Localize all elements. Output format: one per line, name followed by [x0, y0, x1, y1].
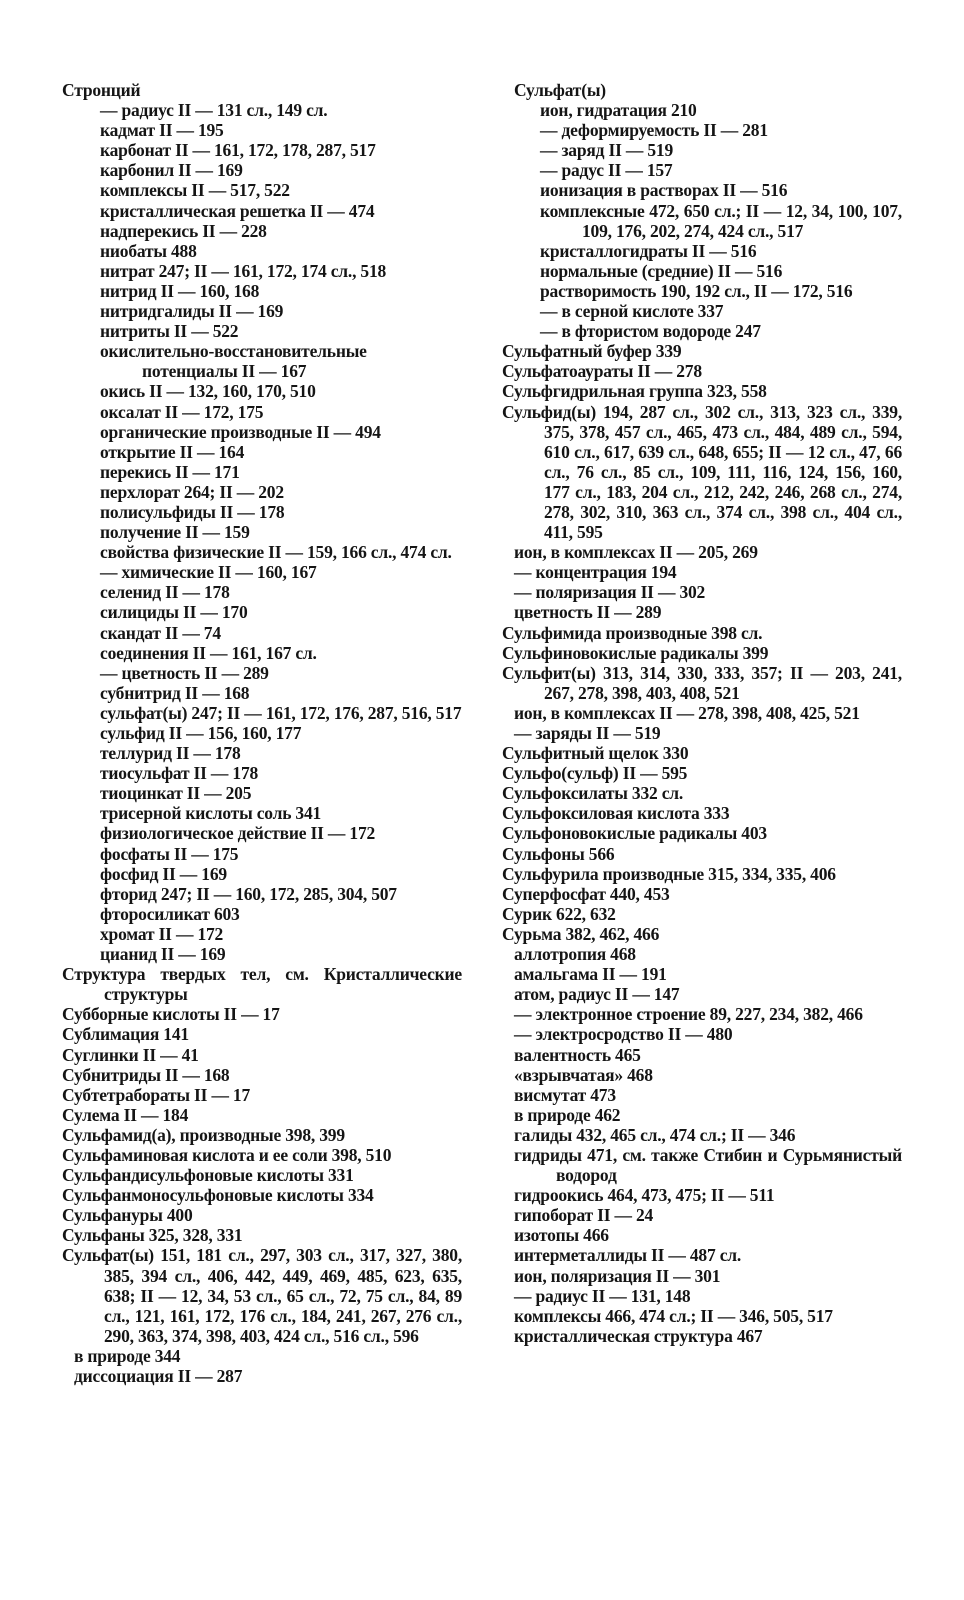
- index-entry-sub: висмутат 473: [514, 1084, 616, 1105]
- index-entry-sub: гидриды 471, см. также Стибин и Сурьмянистый водород: [514, 1144, 902, 1186]
- index-entry-sub: получение II — 159: [100, 522, 250, 543]
- index-entry-sub: открытие II — 164: [100, 441, 245, 462]
- index-entry-sub: кристаллическая структура 467: [514, 1325, 763, 1346]
- index-entry-sub: селенид II — 178: [100, 582, 230, 603]
- index-entry-main: Структура твердых тел, см. Кристаллические структуры: [62, 964, 462, 1005]
- index-entry-sub: растворимость 190, 192 сл., II — 172, 516: [540, 280, 853, 301]
- index-entry-sub: трисерной кислоты соль 341: [100, 803, 322, 824]
- index-entry-sub: — деформируемость II — 281: [540, 120, 768, 141]
- index-entry-main: Сульфатоаураты II — 278: [502, 361, 702, 382]
- index-entry-sub: фосфид II — 169: [100, 863, 227, 884]
- index-entry-main: Сульфатный буфер 339: [502, 341, 682, 362]
- index-entry-main: Сулема II — 184: [62, 1104, 189, 1125]
- index-entry-sub: интерметаллиды II — 487 сл.: [514, 1245, 742, 1266]
- index-entry-sub: кристаллическая решетка II — 474: [100, 200, 375, 221]
- index-entry-sub: валентность 465: [514, 1044, 641, 1065]
- index-entry-main: Сульфамид(а), производные 398, 399: [62, 1124, 345, 1145]
- index-entry-main: Сульфоновокислые радикалы 403: [502, 823, 767, 844]
- index-entry-main: Сублимация 141: [62, 1024, 189, 1045]
- index-entry-main: Сульфимида производные 398 сл.: [502, 622, 763, 643]
- index-entry-main: Сульфаминовая кислота и ее соли 398, 510: [62, 1144, 392, 1165]
- index-entry-main: Субтетрабораты II — 17: [62, 1084, 251, 1105]
- index-entry-sub: — радус II — 157: [540, 160, 673, 181]
- index-entry-sub: — радиус II — 131, 148: [514, 1285, 691, 1306]
- index-entry-sub: — заряд II — 519: [540, 140, 674, 161]
- index-entry-sub: перекись II — 171: [100, 461, 240, 482]
- index-entry-main: Сульфит(ы) 313, 314, 330, 333, 357; II — 203, 241, 267, 278, 398, 403, 408, 521: [502, 662, 902, 703]
- index-entry-sub: цианид II — 169: [100, 944, 226, 965]
- index-entry-sub: в природе 462: [514, 1104, 621, 1125]
- index-entry-main: Суглинки II — 41: [62, 1044, 199, 1065]
- index-column-left: [62, 80, 462, 1386]
- index-entry-main: Суперфосфат 440, 453: [502, 883, 670, 904]
- index-entry-sub: надперекись II — 228: [100, 220, 267, 241]
- index-entry-main: Субборные кислоты II — 17: [62, 1004, 280, 1025]
- index-entry-sub: — в серной кислоте 337: [540, 301, 724, 322]
- index-entry-sub: силициды II — 170: [100, 602, 248, 623]
- index-entry-main: Сульфоксиловая кислота 333: [502, 803, 730, 824]
- index-entry-main: Сульфоксилаты 332 сл.: [502, 783, 684, 804]
- index-entry-main: Сульфид(ы) 194, 287 сл., 302 сл., 313, 323 сл., 339, 375, 378, 457 сл., 465, 473 сл., 484, 489 сл., 594, 610 сл., 617, 639 сл., 648, 655; II — 12 сл., 47, 66 сл., 76 сл., 85 сл., 109, 111, 116, 124, 156, 160, 177 сл., 183, 204 сл., 212, 242, 246, 268 сл., 274, 278, 302, 310, 363 сл., 374 сл., 398 сл., 404 сл., 411, 595: [502, 401, 902, 543]
- index-entry-sub: Сульфат(ы): [514, 80, 606, 100]
- index-entry-main: Субнитриды II — 168: [62, 1064, 230, 1085]
- index-entry-sub: комплексы II — 517, 522: [100, 180, 290, 201]
- index-entry-main: Сульфитный щелок 330: [502, 743, 689, 764]
- index-entry-sub: ион, поляризация II — 301: [514, 1265, 721, 1286]
- index-entry-sub: в природе 344: [74, 1345, 181, 1366]
- index-entry-main: Сульфурила производные 315, 334, 335, 406: [502, 863, 836, 884]
- index-entry-sub: полисульфиды II — 178: [100, 501, 285, 522]
- index-entry-sub: амальгама II — 191: [514, 964, 667, 985]
- index-entry-sub: ион, гидратация 210: [540, 100, 697, 121]
- index-entry-sub: — химические II — 160, 167: [100, 562, 317, 583]
- index-entry-sub: нитриты II — 522: [100, 321, 239, 342]
- index-entry-sub: атом, радиус II — 147: [514, 984, 680, 1005]
- index-entry-main: Сульфаны 325, 328, 331: [62, 1225, 243, 1246]
- index-entry-sub: нитрат 247; II — 161, 172, 174 сл., 518: [100, 260, 387, 281]
- index-entry-sub: органические производные II — 494: [100, 421, 381, 442]
- index-entry-sub: — электросродство II — 480: [514, 1024, 733, 1045]
- index-entry-sub: свойства физические II — 159, 166 сл., 474 сл.: [100, 542, 452, 563]
- index-entry-main: Сульфоны 566: [502, 843, 615, 864]
- index-entry-sub: фосфаты II — 175: [100, 843, 239, 864]
- index-entry-sub: ион, в комплексах II — 205, 269: [514, 542, 758, 563]
- index-entry-sub: кристаллогидраты II — 516: [540, 240, 757, 261]
- index-entry-sub: окись II — 132, 160, 170, 510: [100, 381, 316, 402]
- index-entry-sub: тиосульфат II — 178: [100, 763, 259, 784]
- index-entry-sub: перхлорат 264; II — 202: [100, 481, 284, 502]
- index-entry-main: Сульфат(ы) 151, 181 сл., 297, 303 сл., 317, 327, 380, 385, 394 сл., 406, 442, 449, 469, 485, 623, 635, 638; II — 12, 34, 53 сл., 65 сл., 72, 75 сл., 84, 89 сл., 121, 161, 172, 176 сл., 184, 241, 267, 276 сл., 290, 363, 374, 398, 403, 424 сл., 516 сл., 596: [62, 1245, 462, 1346]
- index-entry-sub: субнитрид II — 168: [100, 682, 250, 703]
- index-entry-sub: комплексные 472, 650 сл.; II — 12, 34, 100, 107, 109, 176, 202, 274, 424 сл., 517: [540, 200, 902, 241]
- index-entry-sub: — поляризация II — 302: [514, 582, 706, 603]
- index-entry-sub: теллурид II — 178: [100, 743, 241, 764]
- index-entry-sub: цветность II — 289: [514, 602, 662, 623]
- index-entry-sub: — цветность II — 289: [100, 662, 269, 683]
- index-entry-main: Сульфгидрильная группа 323, 558: [502, 381, 767, 402]
- index-entry-main: Сульфиновокислые радикалы 399: [502, 642, 769, 663]
- index-entry-sub: фторид 247; II — 160, 172, 285, 304, 507: [100, 883, 397, 904]
- index-entry-main: Сульфануры 400: [62, 1205, 193, 1226]
- index-entry-sub: диссоциация II — 287: [74, 1366, 243, 1386]
- index-entry-sub: нитридгалиды II — 169: [100, 301, 284, 322]
- index-entry-main: Сульфо(сульф) II — 595: [502, 763, 688, 784]
- index-entry-sub: галиды 432, 465 сл., 474 сл.; II — 346: [514, 1124, 796, 1145]
- index-entry-sub: — заряды II — 519: [514, 723, 661, 743]
- index-entry-sub: — в фтористом водороде 247: [540, 321, 761, 342]
- index-entry-sub: сульфид II — 156, 160, 177: [100, 723, 302, 743]
- index-entry-main: Сульфандисульфоновые кислоты 331: [62, 1165, 354, 1186]
- index-entry-sub: изотопы 466: [514, 1225, 609, 1246]
- index-entry-sub: оксалат II — 172, 175: [100, 401, 264, 422]
- index-entry-sub: — электронное строение 89, 227, 234, 382, 466: [514, 1004, 863, 1025]
- index-entry-sub: соединения II — 161, 167 сл.: [100, 642, 317, 663]
- index-entry-main: Сурьма 382, 462, 466: [502, 923, 660, 944]
- index-entry-sub: кадмат II — 195: [100, 120, 224, 141]
- index-entry-sub: гидроокись 464, 473, 475; II — 511: [514, 1185, 775, 1206]
- index-entry-sub: комплексы 466, 474 сл.; II — 346, 505, 517: [514, 1305, 833, 1326]
- index-entry-sub: фторосиликат 603: [100, 903, 240, 924]
- index-entry-sub: — концентрация 194: [514, 562, 677, 583]
- index-entry-sub: ион, в комплексах II — 278, 398, 408, 425, 521: [514, 702, 860, 723]
- index-entry-sub: карбонил II — 169: [100, 160, 243, 181]
- index-entry-sub: сульфат(ы) 247; II — 161, 172, 176, 287, 516, 517: [100, 702, 462, 723]
- index-entry-main: Сульфанмоносульфоновые кислоты 334: [62, 1185, 374, 1206]
- index-entry-sub: нитрид II — 160, 168: [100, 280, 260, 301]
- index-entry-sub: тиоцинкат II — 205: [100, 783, 252, 804]
- index-entry-sub: ионизация в растворах II — 516: [540, 180, 788, 201]
- index-entry-sub: ниобаты 488: [100, 240, 197, 261]
- index-entry-main: Сурик 622, 632: [502, 903, 616, 924]
- index-entry-sub: нормальные (средние) II — 516: [540, 260, 783, 281]
- index-entry-sub: гипоборат II — 24: [514, 1205, 654, 1226]
- index-entry-sub: карбонат II — 161, 172, 178, 287, 517: [100, 140, 376, 161]
- index-entry-sub: — радиус II — 131 сл., 149 сл.: [100, 100, 328, 121]
- index-entry-sub: физиологическое действие II — 172: [100, 823, 376, 844]
- index-entry-sub: хромат II — 172: [100, 923, 224, 944]
- index-entry-sub: «взрывчатая» 468: [514, 1064, 653, 1085]
- index-column-right: [502, 80, 902, 1346]
- index-entry-main: Стронций: [62, 80, 141, 100]
- index-entry-sub: аллотропия 468: [514, 944, 636, 965]
- index-entry-sub: окислительно-восстановительные потенциалы II — 167: [100, 341, 367, 382]
- index-entry-sub: скандат II — 74: [100, 622, 221, 643]
